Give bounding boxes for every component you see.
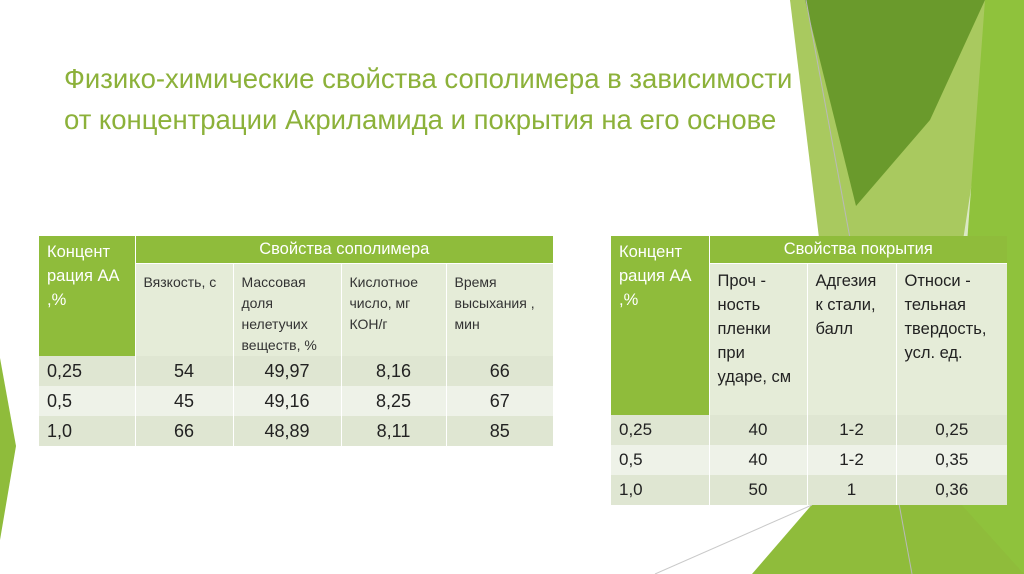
table-cell: 0,36	[896, 475, 1007, 505]
row-concentration: 1,0	[47, 421, 73, 441]
table-cell: 8,11	[341, 416, 446, 446]
column-header-adhesion: Адгезия к стали, балл	[807, 264, 896, 416]
table-cell: 50	[709, 475, 807, 505]
table-cell: 66	[135, 416, 233, 446]
row-concentration: 0,25	[619, 420, 653, 439]
table-cell: 67	[446, 386, 553, 416]
column-header-viscosity: Вязкость, с	[135, 264, 233, 357]
copolymer-group-header: Свойства сополимера	[135, 236, 553, 264]
table-row	[611, 445, 1007, 475]
table-cell: 48,89	[233, 416, 341, 446]
coating-group-header: Свойства покрытия	[709, 236, 1007, 264]
slide-title: Физико-химические свойства сополимера в зависимости от концентрации Акриламида и покрытия на его основе	[64, 63, 793, 135]
table-cell: 40	[709, 415, 807, 445]
table-cell: 49,97	[233, 356, 341, 386]
table-cell: 1-2	[807, 415, 896, 445]
copolymer-properties-table	[39, 236, 553, 446]
table-row	[611, 415, 1007, 445]
table-cell: 40	[709, 445, 807, 475]
row-concentration: 1,0	[619, 480, 643, 499]
table-cell: 8,25	[341, 386, 446, 416]
table-cell: 85	[446, 416, 553, 446]
column-header-impact-strength: Проч - ность пленки при ударе, см	[709, 264, 807, 416]
table-row	[611, 475, 1007, 505]
table-cell: 66	[446, 356, 553, 386]
table-cell: 8,16	[341, 356, 446, 386]
coating-properties-table	[611, 236, 1007, 505]
table-row	[39, 416, 553, 446]
column-header-acid-number: Кислотное число, мг КОН/г	[341, 264, 446, 357]
table-cell: 1-2	[807, 445, 896, 475]
concentration-header: Концент рация АА ,%	[611, 236, 709, 415]
row-concentration: 0,25	[47, 361, 83, 381]
table-cell: 0,25	[896, 415, 1007, 445]
column-header-drying-time: Время высыхания , мин	[446, 264, 553, 357]
table-cell: 1	[807, 475, 896, 505]
row-concentration: 0,5	[619, 450, 643, 469]
left-accent-shape	[0, 358, 16, 540]
row-concentration: 0,5	[47, 391, 73, 411]
table-cell: 0,35	[896, 445, 1007, 475]
column-header-hardness: Относи - тельная твердость, усл. ед.	[896, 264, 1007, 416]
table-cell: 54	[135, 356, 233, 386]
table-cell: 45	[135, 386, 233, 416]
column-header-nonvolatile: Массовая доля нелетучих веществ, %	[233, 264, 341, 357]
table-cell: 49,16	[233, 386, 341, 416]
table-row	[39, 356, 553, 386]
concentration-header: Концент рация АА ,%	[39, 236, 135, 356]
table-row	[39, 386, 553, 416]
